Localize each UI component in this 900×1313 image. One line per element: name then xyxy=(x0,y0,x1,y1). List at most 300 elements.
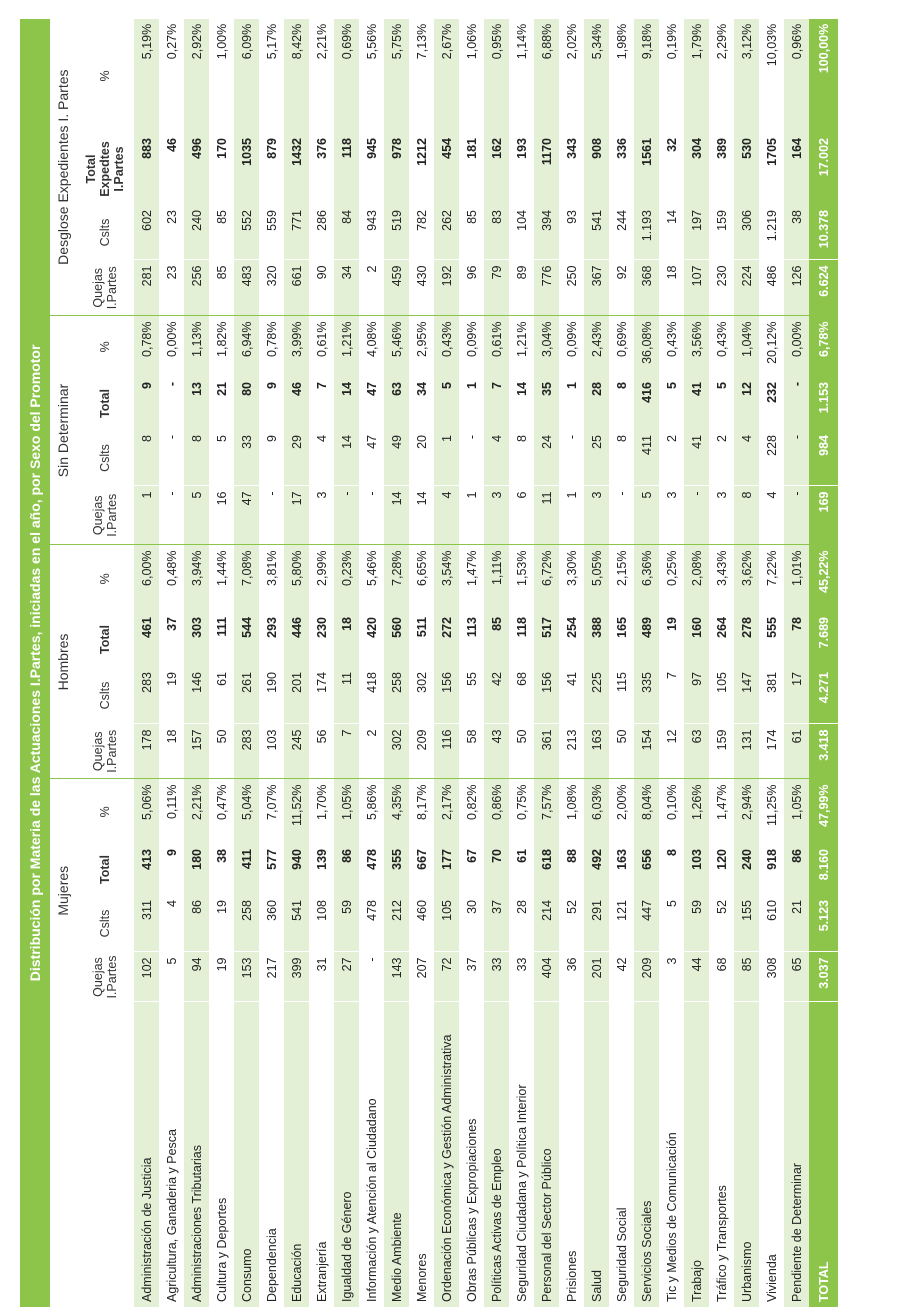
cell-m-p: 1,47% xyxy=(709,779,734,844)
cell-h-t: 85 xyxy=(484,612,509,667)
cell-d-p: 5,19% xyxy=(134,19,159,133)
cell-s-t: 34 xyxy=(409,377,434,430)
cell-h-q: 209 xyxy=(409,724,434,779)
cell-s-t: 1 xyxy=(559,377,584,430)
cell-d-t: 945 xyxy=(359,133,384,205)
cell-m-c: 37 xyxy=(484,895,509,952)
row-label: Pendiente de Determinar xyxy=(784,1002,809,1307)
cell-m-q: 85 xyxy=(734,952,759,1002)
cell-d-c: 519 xyxy=(384,205,409,260)
cell-m-p: 0,75% xyxy=(509,779,534,844)
cell-h-c: 17 xyxy=(784,667,809,724)
cell-d-t: 389 xyxy=(709,133,734,205)
cell-s-p: 36,08% xyxy=(634,316,659,377)
cell-m-t: 139 xyxy=(309,844,334,895)
cell-d-q: 126 xyxy=(784,260,809,316)
cell-m-c: 52 xyxy=(559,895,584,952)
cell-m-q: 42 xyxy=(609,952,634,1002)
cell-h-t: 489 xyxy=(634,612,659,667)
cell-s-c: 411 xyxy=(634,430,659,486)
cell-s-c: 9 xyxy=(259,430,284,486)
cell-s-q: 1 xyxy=(559,486,584,545)
table-row xyxy=(734,19,759,1307)
cell-m-p: 1,08% xyxy=(559,779,584,844)
cell-s-p: 0,00% xyxy=(159,316,184,377)
cell-s-q: - xyxy=(684,486,709,545)
cell-h-q: 7 xyxy=(334,724,359,779)
cell-s-t: 28 xyxy=(584,377,609,430)
table-row xyxy=(609,19,634,1307)
cell-h-t: 264 xyxy=(709,612,734,667)
cell-d-c: 559 xyxy=(259,205,284,260)
cell-d-p: 6,88% xyxy=(534,19,559,133)
row-label: Personal del Sector Público xyxy=(534,1002,559,1307)
cell-h-q: 50 xyxy=(609,724,634,779)
cell-s-t: 35 xyxy=(534,377,559,430)
cell-s-t: 14 xyxy=(509,377,534,430)
cell-h-t: 420 xyxy=(359,612,384,667)
cell-m-c: 212 xyxy=(384,895,409,952)
cell-d-c: 782 xyxy=(409,205,434,260)
cell-s-c: 33 xyxy=(234,430,259,486)
cell-d-q: 320 xyxy=(259,260,284,316)
cell-m-q: 68 xyxy=(709,952,734,1002)
cell-d-c: 262 xyxy=(434,205,459,260)
cell-s-p: 4,08% xyxy=(359,316,384,377)
row-label: Salud xyxy=(584,1002,609,1307)
cell-m-p: 6,03% xyxy=(584,779,609,844)
cell-m-q: 3 xyxy=(659,952,684,1002)
cell-h-p: 2,08% xyxy=(684,545,709,612)
cell-s-c: - xyxy=(159,430,184,486)
cell-h-p: 1,01% xyxy=(784,545,809,612)
cell-m-t: 492 xyxy=(584,844,609,895)
cell-h-c: 42 xyxy=(484,667,509,724)
cell-m-c: 108 xyxy=(309,895,334,952)
cell-h-t: 303 xyxy=(184,612,209,667)
cell-s-q: 5 xyxy=(634,486,659,545)
cell-d-q: 486 xyxy=(759,260,784,316)
cell-h-q: 61 xyxy=(784,724,809,779)
cell-m-c: 21 xyxy=(784,895,809,952)
cell-m-q: 399 xyxy=(284,952,309,1002)
cell-s-c: 14 xyxy=(334,430,359,486)
row-label: Urbanismo xyxy=(734,1002,759,1307)
cell-h-t: 560 xyxy=(384,612,409,667)
col-header-desglose-quejas: Quejas I.Partes xyxy=(76,260,134,316)
cell-h-c: 381 xyxy=(759,667,784,724)
cell-d-q: 23 xyxy=(159,260,184,316)
cell-s-c: 4 xyxy=(309,430,334,486)
cell-d-c: 306 xyxy=(734,205,759,260)
row-label: Cultura y Deportes xyxy=(209,1002,234,1307)
cell-h-t: 7.689 xyxy=(809,612,838,667)
cell-m-q: 308 xyxy=(759,952,784,1002)
cell-d-t: 978 xyxy=(384,133,409,205)
table-row xyxy=(259,19,284,1307)
table-row xyxy=(409,19,434,1307)
table-row xyxy=(459,19,484,1307)
cell-h-p: 6,00% xyxy=(134,545,159,612)
cell-d-q: 107 xyxy=(684,260,709,316)
cell-s-q: 3 xyxy=(309,486,334,545)
cell-h-p: 1,47% xyxy=(459,545,484,612)
cell-h-t: 293 xyxy=(259,612,284,667)
cell-m-c: 5 xyxy=(659,895,684,952)
cell-s-t: 13 xyxy=(184,377,209,430)
row-label: Dependencia xyxy=(259,1002,284,1307)
cell-s-c: 2 xyxy=(659,430,684,486)
cell-h-q: 103 xyxy=(259,724,284,779)
cell-d-c: 84 xyxy=(334,205,359,260)
cell-h-t: 111 xyxy=(209,612,234,667)
cell-m-c: 19 xyxy=(209,895,234,952)
cell-h-p: 2,15% xyxy=(609,545,634,612)
cell-s-q: 3 xyxy=(584,486,609,545)
cell-h-q: 157 xyxy=(184,724,209,779)
cell-h-q: 283 xyxy=(234,724,259,779)
cell-h-p: 6,65% xyxy=(409,545,434,612)
row-label: Vivienda xyxy=(759,1002,784,1307)
cell-m-p: 5,86% xyxy=(359,779,384,844)
table-row xyxy=(634,19,659,1307)
row-label: Extranjería xyxy=(309,1002,334,1307)
cell-s-c: - xyxy=(784,430,809,486)
cell-h-c: 261 xyxy=(234,667,259,724)
cell-h-t: 446 xyxy=(284,612,309,667)
col-header-mujeres-cslts: Cslts xyxy=(98,909,112,938)
cell-h-q: 50 xyxy=(509,724,534,779)
cell-s-q: - xyxy=(359,486,384,545)
cell-d-c: 85 xyxy=(459,205,484,260)
cell-s-p: 6,94% xyxy=(234,316,259,377)
cell-m-q: 31 xyxy=(309,952,334,1002)
cell-h-p: 0,48% xyxy=(159,545,184,612)
cell-d-c: 1.219 xyxy=(759,205,784,260)
cell-s-c: 8 xyxy=(184,430,209,486)
cell-s-q: - xyxy=(784,486,809,545)
cell-d-t: 17.002 xyxy=(809,133,838,205)
cell-s-p: 1,21% xyxy=(509,316,534,377)
cell-d-p: 2,02% xyxy=(559,19,584,133)
cell-m-t: 240 xyxy=(734,844,759,895)
cell-d-c: 85 xyxy=(209,205,234,260)
cell-d-c: 10.378 xyxy=(809,205,838,260)
cell-d-p: 0,69% xyxy=(334,19,359,133)
row-label: Tic y Medios de Comunicación xyxy=(659,1002,684,1307)
cell-m-t: 656 xyxy=(634,844,659,895)
cell-h-c: 41 xyxy=(559,667,584,724)
cell-m-t: 70 xyxy=(484,844,509,895)
cell-m-q: 72 xyxy=(434,952,459,1002)
cell-h-q: 56 xyxy=(309,724,334,779)
cell-h-q: 174 xyxy=(759,724,784,779)
cell-d-c: 552 xyxy=(234,205,259,260)
cell-s-p: 2,95% xyxy=(409,316,434,377)
cell-d-q: 281 xyxy=(134,260,159,316)
cell-m-p: 11,52% xyxy=(284,779,309,844)
cell-d-q: 79 xyxy=(484,260,509,316)
cell-m-t: 86 xyxy=(784,844,809,895)
cell-h-c: 258 xyxy=(384,667,409,724)
cell-m-c: 5.123 xyxy=(809,895,838,952)
cell-d-t: 193 xyxy=(509,133,534,205)
cell-s-c: 47 xyxy=(359,430,384,486)
cell-d-q: 34 xyxy=(334,260,359,316)
cell-h-c: 225 xyxy=(584,667,609,724)
cell-h-t: 544 xyxy=(234,612,259,667)
cell-h-p: 7,28% xyxy=(384,545,409,612)
cell-d-q: 92 xyxy=(609,260,634,316)
cell-s-t: 232 xyxy=(759,377,784,430)
cell-m-t: 8 xyxy=(659,844,684,895)
cell-h-t: 165 xyxy=(609,612,634,667)
cell-m-t: 120 xyxy=(709,844,734,895)
cell-h-p: 5,05% xyxy=(584,545,609,612)
cell-s-c: 1 xyxy=(434,430,459,486)
cell-d-q: 192 xyxy=(434,260,459,316)
cell-d-q: 96 xyxy=(459,260,484,316)
table-row xyxy=(484,19,509,1307)
cell-h-p: 2,99% xyxy=(309,545,334,612)
row-label: Servicios Sociales xyxy=(634,1002,659,1307)
cell-m-q: 19 xyxy=(209,952,234,1002)
table-row xyxy=(134,19,159,1307)
col-header-desglose-pct: % xyxy=(98,70,112,82)
cell-m-q: 33 xyxy=(484,952,509,1002)
cell-s-p: 20,12% xyxy=(759,316,784,377)
cell-m-q: 207 xyxy=(409,952,434,1002)
cell-m-p: 8,04% xyxy=(634,779,659,844)
cell-m-t: 86 xyxy=(334,844,359,895)
cell-s-t: - xyxy=(784,377,809,430)
cell-m-q: 102 xyxy=(134,952,159,1002)
cell-h-p: 0,23% xyxy=(334,545,359,612)
col-header-mujeres-quejas: Quejas I.Partes xyxy=(91,955,119,999)
cell-m-q: 217 xyxy=(259,952,284,1002)
cell-s-p: 1,21% xyxy=(334,316,359,377)
col-header-desglose-cslts: Cslts xyxy=(98,218,112,247)
cell-s-t: 5 xyxy=(659,377,684,430)
cell-m-t: 355 xyxy=(384,844,409,895)
table-row xyxy=(584,19,609,1307)
cell-d-c: 771 xyxy=(284,205,309,260)
cell-m-t: 478 xyxy=(359,844,384,895)
cell-m-p: 7,57% xyxy=(534,779,559,844)
cell-d-c: 541 xyxy=(584,205,609,260)
cell-h-q: 178 xyxy=(134,724,159,779)
cell-s-t: 416 xyxy=(634,377,659,430)
cell-h-q: 3.418 xyxy=(809,724,838,779)
cell-s-c: 41 xyxy=(684,430,709,486)
group-mujeres: Mujeres xyxy=(55,865,71,916)
cell-d-c: 244 xyxy=(609,205,634,260)
cell-m-p: 2,94% xyxy=(734,779,759,844)
cell-m-t: 618 xyxy=(534,844,559,895)
row-label: Ordenación Económica y Gestión Administrativa xyxy=(434,1002,459,1307)
cell-s-c: 984 xyxy=(809,430,838,486)
cell-s-t: 47 xyxy=(359,377,384,430)
cell-s-c: 24 xyxy=(534,430,559,486)
cell-h-q: 12 xyxy=(659,724,684,779)
cell-m-c: 28 xyxy=(509,895,534,952)
cell-h-p: 6,36% xyxy=(634,545,659,612)
cell-m-p: 11,25% xyxy=(759,779,784,844)
cell-d-q: 776 xyxy=(534,260,559,316)
cell-d-t: 454 xyxy=(434,133,459,205)
cell-m-q: 153 xyxy=(234,952,259,1002)
cell-d-t: 170 xyxy=(209,133,234,205)
cell-h-q: 361 xyxy=(534,724,559,779)
cell-d-t: 1170 xyxy=(534,133,559,205)
cell-h-c: 147 xyxy=(734,667,759,724)
row-label: Información y Atención al Ciudadano xyxy=(359,1002,384,1307)
cell-h-q: 63 xyxy=(684,724,709,779)
cell-s-p: 0,09% xyxy=(559,316,584,377)
cell-d-t: 883 xyxy=(134,133,159,205)
cell-d-c: 93 xyxy=(559,205,584,260)
cell-s-q: 11 xyxy=(534,486,559,545)
cell-d-q: 6.624 xyxy=(809,260,838,316)
cell-m-q: 33 xyxy=(509,952,534,1002)
cell-h-t: 118 xyxy=(509,612,534,667)
cell-d-p: 5,34% xyxy=(584,19,609,133)
cell-d-c: 240 xyxy=(184,205,209,260)
cell-m-p: 1,05% xyxy=(334,779,359,844)
cell-d-q: 483 xyxy=(234,260,259,316)
cell-s-q: 4 xyxy=(759,486,784,545)
cell-h-p: 1,53% xyxy=(509,545,534,612)
cell-m-q: 201 xyxy=(584,952,609,1002)
cell-s-p: 0,00% xyxy=(784,316,809,377)
cell-h-q: 18 xyxy=(159,724,184,779)
cell-s-c: 228 xyxy=(759,430,784,486)
row-label: Tráfico y Transportes xyxy=(709,1002,734,1307)
cell-s-t: 7 xyxy=(484,377,509,430)
cell-d-t: 908 xyxy=(584,133,609,205)
cell-m-p: 1,05% xyxy=(784,779,809,844)
cell-s-p: 3,56% xyxy=(684,316,709,377)
cell-m-p: 5,04% xyxy=(234,779,259,844)
cell-m-p: 47,99% xyxy=(809,779,838,844)
table-row xyxy=(309,19,334,1307)
table-body xyxy=(134,19,838,1307)
cell-m-c: 52 xyxy=(709,895,734,952)
cell-m-c: 4 xyxy=(159,895,184,952)
cell-d-p: 0,27% xyxy=(159,19,184,133)
cell-s-t: 9 xyxy=(259,377,284,430)
cell-s-c: 8 xyxy=(509,430,534,486)
cell-h-t: 461 xyxy=(134,612,159,667)
cell-d-c: 197 xyxy=(684,205,709,260)
cell-m-c: 460 xyxy=(409,895,434,952)
cell-h-q: 213 xyxy=(559,724,584,779)
cell-h-t: 160 xyxy=(684,612,709,667)
cell-s-t: 14 xyxy=(334,377,359,430)
row-label: Medio Ambiente xyxy=(384,1002,409,1307)
cell-d-c: 1.193 xyxy=(634,205,659,260)
cell-m-c: 541 xyxy=(284,895,309,952)
cell-m-p: 0,82% xyxy=(459,779,484,844)
cell-h-c: 4.271 xyxy=(809,667,838,724)
cell-s-c: - xyxy=(459,430,484,486)
row-label: Agricultura, Ganaderia y Pesca xyxy=(159,1002,184,1307)
cell-s-p: 0,43% xyxy=(659,316,684,377)
cell-d-t: 530 xyxy=(734,133,759,205)
cell-h-p: 6,72% xyxy=(534,545,559,612)
cell-d-t: 1432 xyxy=(284,133,309,205)
cell-m-t: 177 xyxy=(434,844,459,895)
group-desglose: Desglose Expedientes I. Partes xyxy=(50,19,76,316)
cell-m-c: 30 xyxy=(459,895,484,952)
cell-m-p: 1,26% xyxy=(684,779,709,844)
cell-s-t: 41 xyxy=(684,377,709,430)
cell-s-c: 29 xyxy=(284,430,309,486)
cell-m-c: 121 xyxy=(609,895,634,952)
cell-s-c: 2 xyxy=(709,430,734,486)
cell-m-p: 2,00% xyxy=(609,779,634,844)
cell-h-c: 302 xyxy=(409,667,434,724)
cell-h-t: 254 xyxy=(559,612,584,667)
cell-d-q: 85 xyxy=(209,260,234,316)
cell-m-t: 413 xyxy=(134,844,159,895)
cell-s-p: 0,43% xyxy=(434,316,459,377)
cell-d-q: 256 xyxy=(184,260,209,316)
cell-m-q: 44 xyxy=(684,952,709,1002)
cell-d-t: 343 xyxy=(559,133,584,205)
cell-h-t: 230 xyxy=(309,612,334,667)
cell-d-p: 1,00% xyxy=(209,19,234,133)
cell-m-p: 0,10% xyxy=(659,779,684,844)
cell-d-c: 394 xyxy=(534,205,559,260)
cell-d-q: 459 xyxy=(384,260,409,316)
cell-s-q: - xyxy=(334,486,359,545)
cell-s-t: 9 xyxy=(134,377,159,430)
cell-s-q: 3 xyxy=(484,486,509,545)
cell-m-p: 8,17% xyxy=(409,779,434,844)
cell-d-t: 164 xyxy=(784,133,809,205)
cell-s-p: 0,69% xyxy=(609,316,634,377)
cell-d-p: 2,67% xyxy=(434,19,459,133)
row-label: Seguridad Ciudadana y Política Interior xyxy=(509,1002,534,1307)
row-label: Consumo xyxy=(234,1002,259,1307)
cell-h-c: 19 xyxy=(159,667,184,724)
total-row xyxy=(809,19,838,1307)
table-row xyxy=(184,19,209,1307)
cell-d-t: 1035 xyxy=(234,133,259,205)
cell-d-q: 250 xyxy=(559,260,584,316)
cell-h-q: 2 xyxy=(359,724,384,779)
cell-s-q: 1 xyxy=(134,486,159,545)
row-label: TOTAL xyxy=(809,1002,838,1307)
table-row xyxy=(234,19,259,1307)
cell-h-q: 116 xyxy=(434,724,459,779)
table-row xyxy=(559,19,584,1307)
cell-m-q: 94 xyxy=(184,952,209,1002)
col-header-mujeres-total: Total xyxy=(98,855,112,884)
cell-d-c: 23 xyxy=(159,205,184,260)
cell-m-c: 291 xyxy=(584,895,609,952)
cell-d-t: 496 xyxy=(184,133,209,205)
cell-s-p: 0,78% xyxy=(134,316,159,377)
cell-h-c: 97 xyxy=(684,667,709,724)
cell-m-q: 37 xyxy=(459,952,484,1002)
cell-s-t: 12 xyxy=(734,377,759,430)
cell-h-c: 174 xyxy=(309,667,334,724)
cell-h-p: 3,94% xyxy=(184,545,209,612)
col-header-sin-determinar-total: Total xyxy=(98,389,112,418)
cell-s-p: 3,04% xyxy=(534,316,559,377)
